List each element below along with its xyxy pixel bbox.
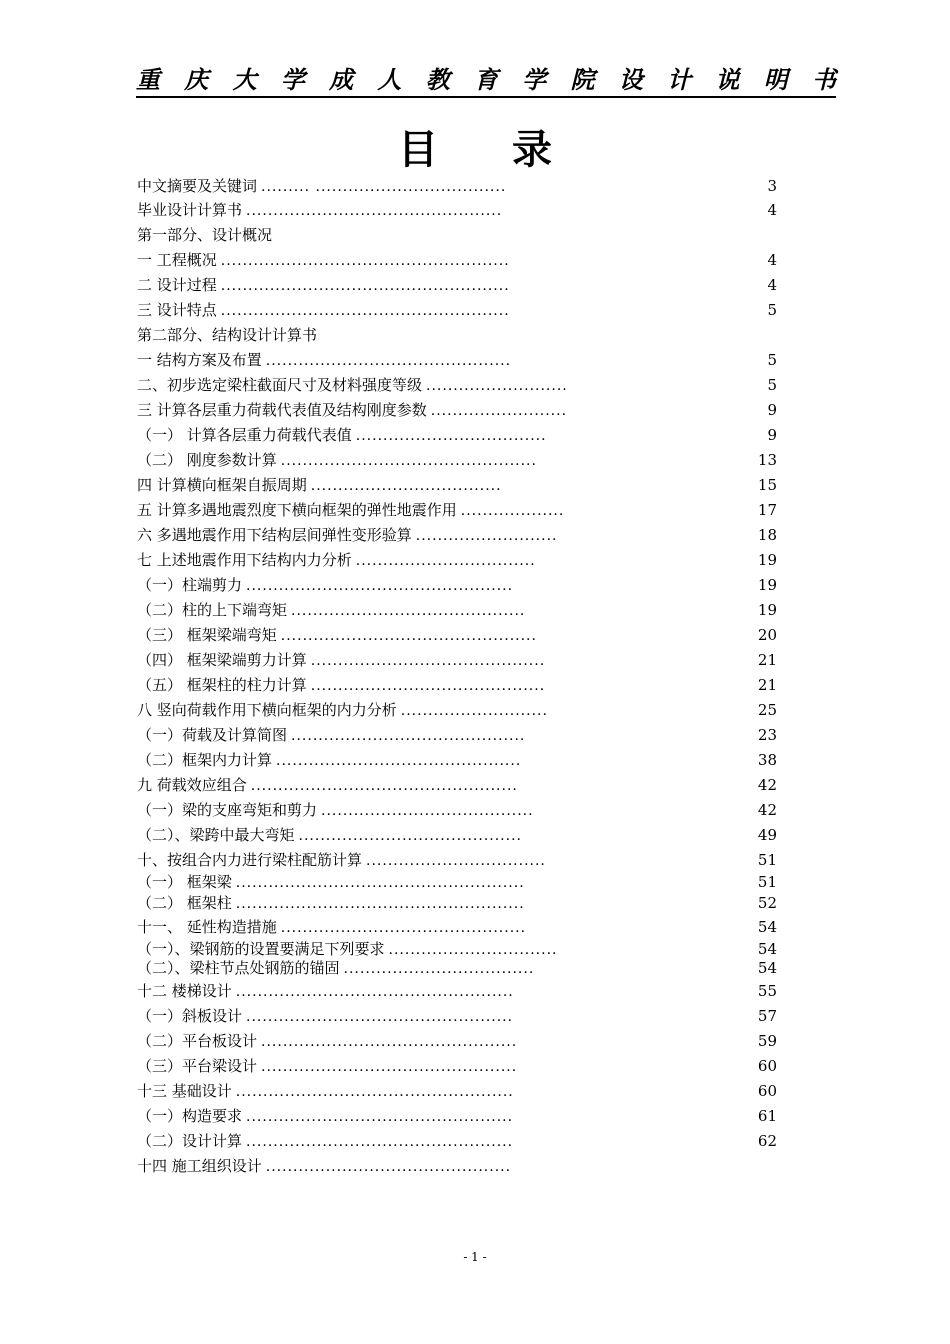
toc-leader-dots: ...........................................: [291, 728, 526, 744]
toc-entry-label: 六 多遇地震作用下结构层间弹性变形验算: [137, 526, 412, 544]
header-char: 学: [522, 65, 547, 94]
toc-entry[interactable]: [137, 624, 777, 646]
toc-entry-page: 3: [767, 177, 777, 195]
toc-entry-label: 十四 施工组织设计: [137, 1157, 262, 1175]
toc-entry-label: （三） 框架梁端弯矩: [137, 626, 277, 644]
toc-entry-page: 51: [757, 851, 777, 869]
toc-entry-page: 13: [757, 451, 777, 469]
toc-leader-dots: .....................................................: [220, 253, 510, 269]
toc-entry-label: 第二部分、结构设计计算书: [137, 326, 318, 344]
toc-entry-page: 42: [757, 801, 777, 819]
toc-entry[interactable]: [137, 1055, 777, 1077]
toc-leader-dots: ...................................: [355, 428, 547, 444]
toc-leader-dots: ...............................................: [261, 1034, 518, 1050]
toc-leader-dots: .................................................: [246, 1109, 514, 1125]
header-char: 大: [232, 65, 257, 94]
toc-entry-label: 十、按组合内力进行梁柱配筋计算: [137, 851, 363, 869]
toc-entry[interactable]: [137, 524, 777, 546]
toc-entry[interactable]: [137, 871, 777, 893]
toc-entry-page: 17: [757, 501, 777, 519]
toc-leader-dots: .................................: [366, 853, 546, 869]
toc-entry-page: 57: [757, 1007, 777, 1025]
toc-entry[interactable]: [137, 424, 777, 446]
toc-entry-label: 五 计算多遇地震烈度下横向框架的弹性地震作用: [137, 501, 457, 519]
toc-entry-page: 42: [757, 776, 777, 794]
toc-leader-dots: .......................................: [321, 803, 534, 819]
toc-entry[interactable]: [137, 674, 777, 696]
toc-entry-label: 四 计算横向框架自振周期: [137, 476, 307, 494]
toc-entry-label: （一）梁的支座弯矩和剪力: [137, 801, 318, 819]
toc-entry[interactable]: [137, 474, 777, 496]
toc-entry-label: 一 工程概况: [137, 251, 217, 269]
toc-entry[interactable]: [137, 849, 777, 871]
toc-entry[interactable]: [137, 916, 777, 938]
toc-entry[interactable]: [137, 799, 777, 821]
toc-entry-page: 60: [757, 1057, 777, 1075]
toc-entry-label: （一） 计算各层重力荷载代表值: [137, 426, 352, 444]
toc-leader-dots: .................................................: [250, 778, 518, 794]
header-char: 人: [377, 65, 402, 94]
toc-entry[interactable]: [137, 324, 777, 346]
toc-entry-label: （二） 框架柱: [137, 894, 232, 912]
header-char: 庆: [184, 65, 209, 94]
header-title: [136, 66, 836, 94]
toc-leader-dots: .............................................: [276, 753, 522, 769]
toc-entry-label: 中文摘要及关键词: [137, 177, 258, 195]
toc-entry[interactable]: [137, 399, 777, 421]
toc-entry-page: 61: [757, 1107, 777, 1125]
toc-leader-dots: ...............................................: [280, 453, 537, 469]
toc-entry[interactable]: [137, 980, 777, 1002]
header-char: 计: [667, 65, 692, 94]
page-header: [136, 62, 836, 98]
toc-entry[interactable]: [137, 774, 777, 796]
toc-entry[interactable]: [137, 649, 777, 671]
toc-entry-page: 54: [757, 918, 777, 936]
toc-entry-label: 七 上述地震作用下结构内力分析: [137, 551, 352, 569]
toc-leader-dots: ...........................................: [291, 603, 526, 619]
toc-entry[interactable]: [137, 1130, 777, 1152]
toc-entry-page: 52: [757, 894, 777, 912]
toc-entry-page: 62: [757, 1132, 777, 1150]
toc-leader-dots: ...............................................: [280, 628, 537, 644]
toc-leader-dots: .....................................................: [220, 278, 510, 294]
toc-entry[interactable]: [137, 199, 777, 221]
toc-entry-label: 第一部分、设计概况: [137, 226, 273, 244]
toc-entry-label: 九 荷载效应组合: [137, 776, 247, 794]
toc-entry[interactable]: [137, 699, 777, 721]
toc-entry-page: 21: [757, 651, 777, 669]
toc-leader-dots: .............................................: [265, 1159, 512, 1175]
toc-leader-dots: ...........................................: [310, 653, 546, 669]
toc-leader-dots: .................................: [355, 553, 536, 569]
toc-entry-label: 八 竖向荷载作用下横向框架的内力分析: [137, 701, 397, 719]
toc-entry[interactable]: [137, 1030, 777, 1052]
toc-entry-page: 4: [767, 276, 777, 294]
header-char: 明: [763, 65, 788, 94]
toc-entry[interactable]: [137, 549, 777, 571]
toc-entry[interactable]: [137, 724, 777, 746]
toc-entry[interactable]: [137, 1005, 777, 1027]
toc-entry[interactable]: [137, 599, 777, 621]
header-char: 院: [570, 65, 595, 94]
toc-leader-dots: ...................................: [343, 961, 535, 977]
toc-entry-page: 9: [767, 401, 777, 419]
toc-entry-label: 二、初步选定梁柱截面尺寸及材料强度等级: [137, 376, 423, 394]
toc-entry[interactable]: [137, 249, 777, 271]
toc-entry-page: 21: [757, 676, 777, 694]
toc-entry-label: 三 设计特点: [137, 301, 217, 319]
toc-entry-page: 55: [757, 982, 777, 1000]
header-char: 育: [473, 65, 498, 94]
toc-entry-page: 15: [757, 476, 777, 494]
toc-entry-label: （二）平台板设计: [137, 1032, 258, 1050]
toc-entry-page: 51: [757, 873, 777, 891]
toc-leader-dots: ...........................................: [310, 678, 546, 694]
toc-entry-label: （四） 框架梁端剪力计算: [137, 651, 307, 669]
toc-entry-label: （一）斜板设计: [137, 1007, 243, 1025]
toc-entry-page: 19: [757, 576, 777, 594]
toc-leader-dots: ...............................: [388, 942, 558, 958]
toc-entry-page: 4: [767, 201, 777, 219]
toc-entry-page: 54: [757, 959, 777, 977]
toc-entry-label: （二） 刚度参数计算: [137, 451, 277, 469]
page-title: 目 录: [398, 126, 582, 173]
header-char: 成: [329, 65, 354, 94]
toc-leader-dots: .............................................: [265, 353, 512, 369]
toc-entry-page: 49: [757, 826, 777, 844]
toc-entry-page: 23: [757, 726, 777, 744]
toc-entry-label: 毕业设计计算书: [137, 201, 243, 219]
toc-entry-label: （二）、梁柱节点处钢筋的锚固: [137, 959, 340, 977]
toc-entry-page: 18: [757, 526, 777, 544]
header-char: 学: [280, 65, 305, 94]
toc-entry[interactable]: [137, 574, 777, 596]
toc-entry[interactable]: [137, 749, 777, 771]
toc-entry-page: 5: [767, 301, 777, 319]
toc-leader-dots: .....................................................: [235, 896, 525, 912]
toc-leader-dots: ...................................: [310, 478, 502, 494]
toc-entry-label: （一） 框架梁: [137, 873, 232, 891]
toc-entry-page: 20: [757, 626, 777, 644]
toc-leader-dots: .................................................: [246, 578, 514, 594]
toc-leader-dots: ......... ...................................: [261, 179, 507, 195]
toc-entry-label: （二）柱的上下端弯矩: [137, 601, 288, 619]
toc-entry-label: 二 设计过程: [137, 276, 217, 294]
toc-leader-dots: ..........................: [415, 528, 558, 544]
toc-leader-dots: ...................................................: [235, 1084, 514, 1100]
header-char: 说: [715, 65, 740, 94]
toc-entry[interactable]: [137, 1155, 745, 1177]
toc-entry-label: （一）、梁钢筋的设置要满足下列要求: [137, 940, 385, 958]
toc-entry-label: 十三 基础设计: [137, 1082, 232, 1100]
toc-entry[interactable]: [137, 299, 777, 321]
toc-entry[interactable]: [137, 349, 777, 371]
header-char: 教: [425, 65, 450, 94]
toc-entry-page: 4: [767, 251, 777, 269]
toc-entry-label: 一 结构方案及布置: [137, 351, 262, 369]
toc-entry-label: （五） 框架柱的柱力计算: [137, 676, 307, 694]
toc-entry[interactable]: [137, 224, 777, 246]
toc-entry[interactable]: [137, 374, 777, 396]
toc-leader-dots: .....................................................: [235, 875, 525, 891]
header-char: 设: [618, 65, 643, 94]
toc-entry-page: 19: [757, 601, 777, 619]
toc-entry[interactable]: [137, 449, 777, 471]
header-char: 书: [811, 65, 836, 94]
toc-leader-dots: .........................: [430, 403, 568, 419]
toc-entry-page: 60: [757, 1082, 777, 1100]
toc-entry-label: 三 计算各层重力荷载代表值及结构刚度参数: [137, 401, 427, 419]
toc-entry-page: 5: [767, 376, 777, 394]
toc-leader-dots: .................................................: [246, 1134, 514, 1150]
toc-entry[interactable]: [137, 1105, 777, 1127]
toc-leader-dots: .....................................................: [220, 303, 510, 319]
toc-leader-dots: .........................................: [298, 828, 522, 844]
toc-entry-page: 25: [757, 701, 777, 719]
toc-leader-dots: ...................: [460, 503, 565, 519]
toc-leader-dots: .................................................: [246, 1009, 514, 1025]
toc-entry-page: 5: [767, 351, 777, 369]
toc-entry-page: 54: [757, 940, 777, 958]
toc-entry-page: 38: [757, 751, 777, 769]
toc-entry-label: 十一、 延性构造措施: [137, 918, 277, 936]
toc-entry[interactable]: [137, 499, 777, 521]
toc-entry[interactable]: [137, 1080, 777, 1102]
toc-entry-label: 十二 楼梯设计: [137, 982, 232, 1000]
toc-leader-dots: ..........................: [426, 378, 568, 394]
toc-entry-label: （二）框架内力计算: [137, 751, 273, 769]
toc-entry[interactable]: [137, 274, 777, 296]
toc-entry-label: （一）荷载及计算简图: [137, 726, 288, 744]
toc-leader-dots: ...................................................: [235, 984, 514, 1000]
toc-entry-page: 59: [757, 1032, 777, 1050]
page-number: - 1 -: [463, 1250, 487, 1264]
toc-entry-page: 19: [757, 551, 777, 569]
toc-entry-label: （一）构造要求: [137, 1107, 243, 1125]
toc-leader-dots: .............................................: [280, 920, 527, 936]
toc-entry-label: （二）设计计算: [137, 1132, 243, 1150]
toc-entry[interactable]: [137, 892, 777, 914]
toc-leader-dots: ...............................................: [261, 1059, 518, 1075]
toc-leader-dots: ...........................: [400, 703, 548, 719]
toc-entry-label: （二）、梁跨中最大弯矩: [137, 826, 295, 844]
toc-entry-label: （一）柱端剪力: [137, 576, 243, 594]
toc-entry[interactable]: [137, 824, 777, 846]
toc-entry-label: （三）平台梁设计: [137, 1057, 258, 1075]
toc-entry[interactable]: [137, 957, 777, 979]
toc-entry[interactable]: [137, 175, 777, 197]
toc-leader-dots: ...............................................: [246, 203, 503, 219]
header-char: 重: [136, 65, 160, 94]
toc-entry-page: 9: [767, 426, 777, 444]
